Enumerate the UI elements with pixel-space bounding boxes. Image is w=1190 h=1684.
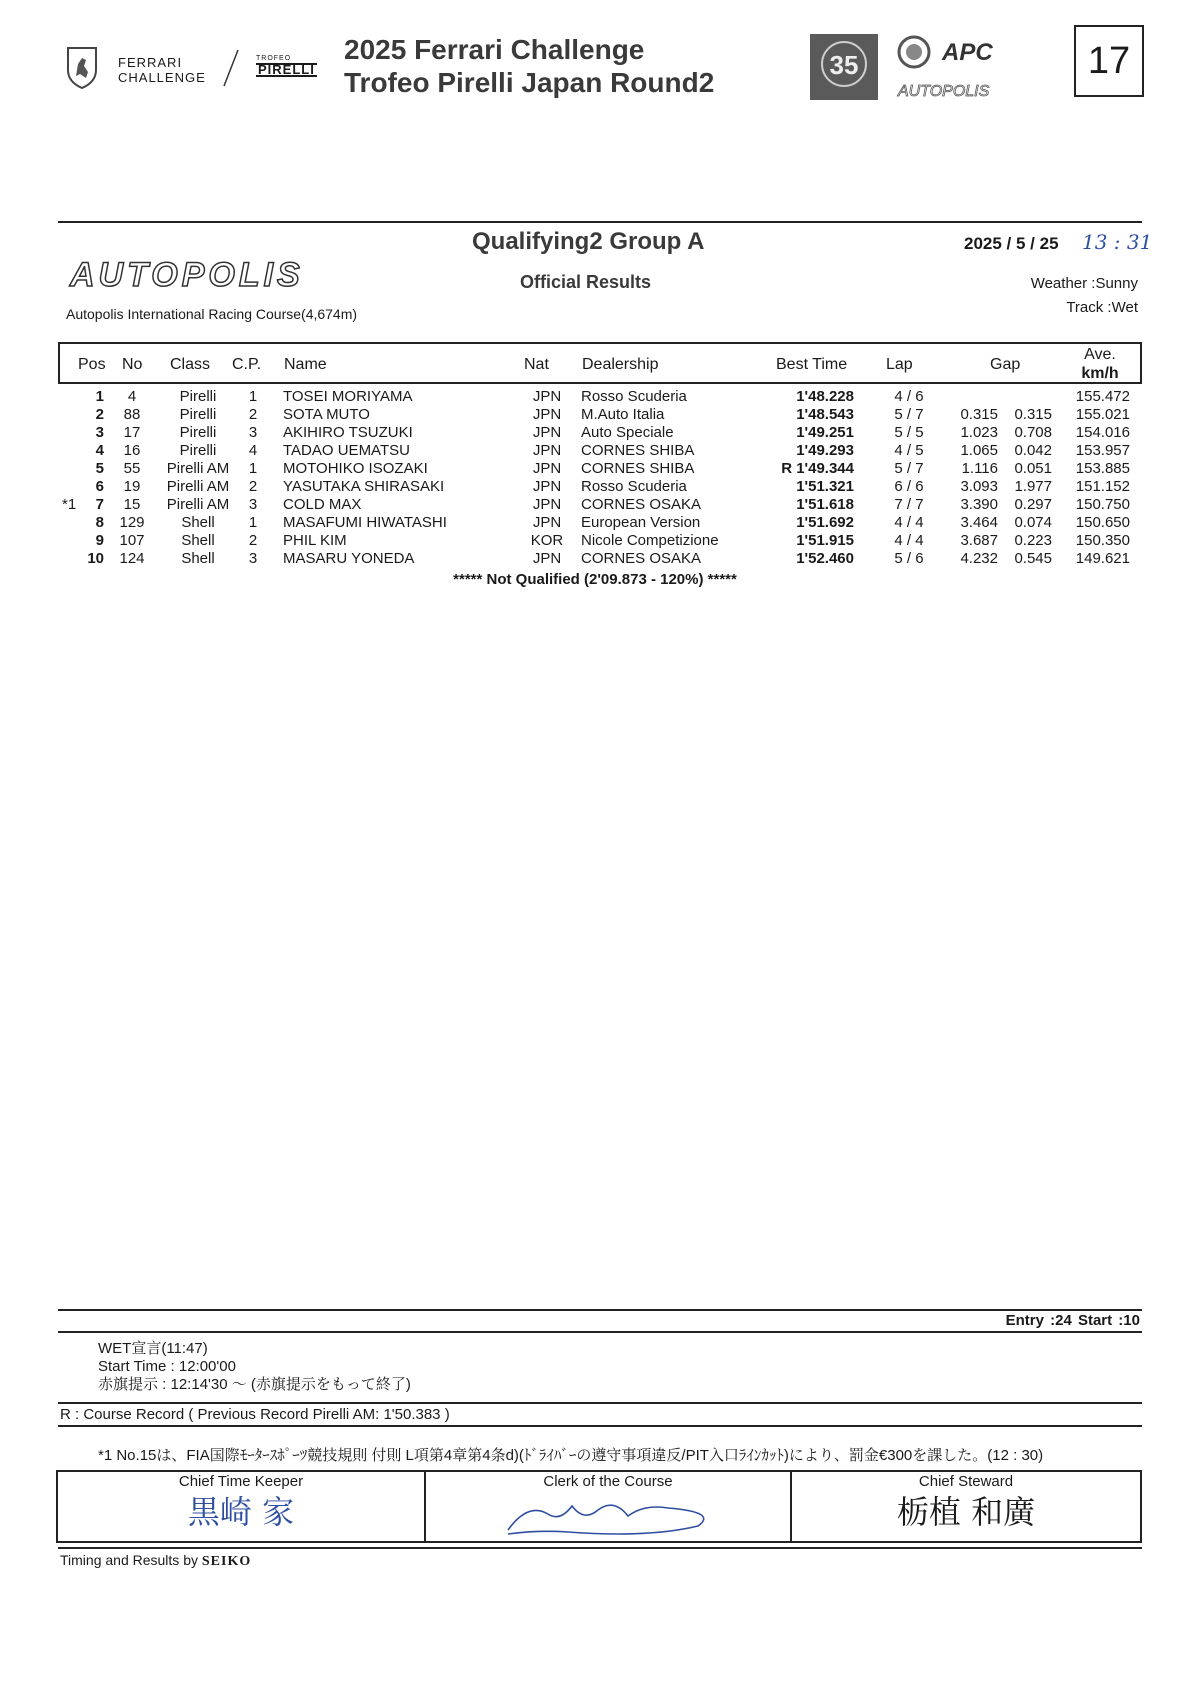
cell-cp: 1 [248,460,258,477]
header-best-time: Best Time [776,356,848,373]
cell-ave: 150.650 [1075,514,1130,531]
cell-cp: 1 [248,514,258,531]
cell-nat: JPN [532,406,562,423]
cell-nat: JPN [532,496,562,513]
header-dealership: Dealership [582,356,659,373]
cell-pos: 4 [95,442,104,459]
note-wet: WET宣言(11:47) [98,1340,208,1357]
header-ave-line1: Ave. [1084,346,1116,363]
footer-rule-bottom [58,1547,1142,1549]
brand-line2: CHALLENGE [118,70,206,85]
signature-time-keeper [58,1472,424,1541]
sig-label-time-keeper: Chief Time Keeper [178,1473,304,1490]
cell-pos: 6 [95,478,104,495]
cell-gap-prev: 0.223 [1014,532,1052,549]
entry-start-count: Entry :24 Start :10 [1005,1312,1140,1329]
cell-name: AKIHIRO TSUZUKI [283,424,413,441]
penalty-note: *1 No.15は、FIA国際ﾓｰﾀｰｽﾎﾟｰﾂ競技規則 付則 L項第4章第4条d)(ﾄﾞﾗｲﾊﾞｰの遵守事項違反/PIT入口ﾗｲﾝｶｯﾄ)により、罰金€300を課した。(12 : 30) [98,1447,1044,1464]
header-pos: Pos [78,356,106,373]
cell-lap: 4 / 5 [894,442,924,459]
cell-dealership: Rosso Scuderia [581,388,687,405]
event-title-line2: Trofeo Pirelli Japan Round2 [344,67,715,98]
header-cp: C.P. [232,356,262,373]
cell-gap-leader: 1.023 [960,424,998,441]
cell-nat: JPN [532,514,562,531]
cell-dealership: CORNES OSAKA [581,496,702,513]
cell-class: Shell [181,514,215,531]
header-ave [1060,345,1140,383]
badge-number: 35 [829,50,859,80]
cell-nat: JPN [532,550,562,567]
session-title: Qualifying2 Group A [472,228,705,255]
cell-gap-prev: 0.545 [1014,550,1052,567]
event-title [344,33,714,99]
cell-name: COLD MAX [283,496,362,513]
signature-steward [792,1472,1140,1541]
header-no: No [122,356,143,373]
cell-name: YASUTAKA SHIRASAKI [283,478,445,495]
cell-cp: 3 [248,496,258,513]
autopolis-small-logo [896,78,1012,107]
cell-dealership: Rosso Scuderia [581,478,687,495]
ferrari-challenge-wordmark [118,55,206,85]
cell-best-time: 1'49.293 [796,442,854,459]
pirelli-label: PIRELLI [258,62,315,77]
cell-pos: 9 [95,532,104,549]
top-rule [58,221,1142,223]
cell-pos: 2 [95,406,104,423]
cell-ave: 151.152 [1075,478,1130,495]
cell-gap-leader: 3.687 [960,532,998,549]
table-row [58,496,1142,514]
cell-dealership: European Version [581,514,701,531]
cell-lap: 7 / 7 [894,496,924,513]
cell-best-time: 1'51.692 [796,514,854,531]
timing-credit [60,1552,251,1570]
cell-gap-prev: 1.977 [1014,478,1052,495]
cell-lap: 5 / 7 [894,460,924,477]
sig-label-clerk: Clerk of the Course [543,1473,673,1490]
cell-gap-prev: 0.315 [1014,406,1052,423]
cell-ave: 153.957 [1075,442,1130,459]
cell-class: Shell [181,550,215,567]
table-row [58,388,1142,406]
cell-ave: 150.750 [1075,496,1130,513]
track-label: Track :Wet [1066,299,1138,316]
cell-class: Pirelli [179,388,217,405]
header-nat: Nat [524,356,549,373]
cell-best-time: 1'52.460 [796,550,854,567]
cell-nat: JPN [532,460,562,477]
cell-name: TADAO UEMATSU [283,442,410,459]
cell-no: 16 [123,442,141,459]
cell-no: 129 [119,514,145,531]
apc-logo [940,38,1014,73]
footer-rule-3 [58,1402,1142,1404]
cell-class: Pirelli [179,424,217,441]
results-table-body [58,388,1142,568]
signature-box [56,1470,1142,1543]
table-row [58,442,1142,460]
cell-dealership: CORNES OSAKA [581,550,702,567]
cell-pos: 3 [95,424,104,441]
page-number-box: 17 [1074,25,1144,97]
cell-pos: 5 [95,460,104,477]
cell-nat: JPN [532,424,562,441]
cell-lap: 6 / 6 [894,478,924,495]
seiko-brand: SEIKO [201,1554,252,1569]
cell-lap: 5 / 6 [894,550,924,567]
trofeo-pirelli-logo [256,55,317,77]
trofeo-label: TROFEO [256,55,292,62]
results-table-header [58,342,1142,384]
cell-pos: 1 [95,388,104,405]
cell-nat: KOR [530,532,564,549]
cell-name: SOTA MUTO [283,406,370,423]
cell-lap: 5 / 5 [894,424,924,441]
cell-nat: JPN [532,478,562,495]
cell-ave: 155.472 [1075,388,1130,405]
table-row [58,478,1142,496]
cell-best-time: 1'48.543 [796,406,854,423]
brand-line1: FERRARI [118,55,183,70]
cell-best-time: 1'51.321 [796,478,854,495]
cell-gap-prev: 0.297 [1014,496,1052,513]
cell-lap: 4 / 4 [894,514,924,531]
cell-no: 4 [127,388,137,405]
cell-ave: 154.016 [1075,424,1130,441]
cell-dealership: Nicole Competizione [581,532,719,549]
cell-pos: 7 [95,496,104,513]
cell-note: *1 [62,496,77,513]
cell-cp: 4 [248,442,258,459]
event-title-line1: 2025 Ferrari Challenge [344,34,645,65]
sig-hand-time-keeper: 黒崎 家 [187,1493,295,1531]
ferrari-shield-logo [64,44,100,95]
cell-best-time: R 1'49.344 [781,460,854,477]
slash-divider [220,48,240,93]
cell-no: 88 [123,406,141,423]
cell-no: 107 [119,532,145,549]
cell-gap-leader: 3.093 [960,478,998,495]
course-record-note: R : Course Record ( Previous Record Pirelli AM: 1'50.383 ) [60,1406,450,1423]
cell-class: Pirelli AM [166,460,230,477]
cell-no: 124 [119,550,145,567]
cell-cp: 2 [248,406,258,423]
header-ave-line2: km/h [1081,365,1119,382]
cell-ave: 153.885 [1075,460,1130,477]
header-lap: Lap [886,356,913,373]
clerk-signature-scribble [468,1492,748,1538]
header-class: Class [170,356,211,373]
cell-no: 55 [123,460,141,477]
cell-lap: 5 / 7 [894,406,924,423]
cell-lap: 4 / 4 [894,532,924,549]
header-name: Name [284,356,327,373]
cell-gap-prev: 0.708 [1014,424,1052,441]
cell-best-time: 1'51.915 [796,532,854,549]
cell-name: MASARU YONEDA [283,550,415,567]
sig-label-steward: Chief Steward [918,1473,1014,1490]
autopolis-small-text: AUTOPOLIS [898,83,990,100]
cell-ave: 150.350 [1075,532,1130,549]
handwritten-time: 13 : 31 [1082,230,1153,254]
cell-class: Pirelli [179,406,217,423]
cell-gap-leader: 3.390 [960,496,998,513]
cell-class: Shell [181,532,215,549]
apc-text: APC [942,39,993,66]
timing-prefix: Timing and Results by [60,1552,198,1568]
table-row [58,460,1142,478]
cell-dealership: CORNES SHIBA [581,460,695,477]
cell-lap: 4 / 6 [894,388,924,405]
cell-cp: 1 [248,388,258,405]
note-red-flag: 赤旗提示 : 12:14'30 〜 (赤旗提示をもって終了) [98,1376,411,1393]
cell-ave: 149.621 [1075,550,1130,567]
sig-hand-steward: 栃植 和廣 [896,1493,1036,1531]
cell-no: 19 [123,478,141,495]
session-subtitle: Official Results [520,272,652,292]
cell-class: Pirelli AM [166,496,230,513]
cell-gap-leader: 1.116 [961,460,998,477]
cell-name: PHIL KIM [283,532,347,549]
cell-best-time: 1'51.618 [796,496,854,513]
session-date: 2025 / 5 / 25 [964,234,1059,253]
sponsor-emblem-logo [896,34,932,75]
table-row [58,424,1142,442]
cell-cp: 2 [248,478,258,495]
cell-cp: 2 [248,532,258,549]
footer-rule-top [58,1309,1142,1311]
cell-gap-leader: 1.065 [960,442,998,459]
circuit-name: Autopolis International Racing Course(4,674m) [66,306,358,322]
table-row [58,550,1142,568]
cell-best-time: 1'48.228 [796,388,854,405]
cell-name: MOTOHIKO ISOZAKI [283,460,428,477]
race-notes [98,1340,411,1394]
cell-gap-prev: 0.074 [1014,514,1052,531]
cell-no: 15 [123,496,141,513]
cell-gap-prev: 0.051 [1014,460,1052,477]
anniversary-badge-logo [810,34,878,100]
footer-rule-2 [58,1331,1142,1333]
header-gap: Gap [990,356,1021,373]
not-qualified-line: ***** Not Qualified (2'09.873 - 120%) ***** [453,571,737,588]
cell-class: Pirelli [179,442,217,459]
cell-pos: 10 [87,550,104,567]
cell-cp: 3 [248,550,258,567]
cell-gap-leader: 0.315 [960,406,998,423]
cell-name: MASAFUMI HIWATASHI [283,514,447,531]
table-row [58,406,1142,424]
weather-label: Weather :Sunny [1030,275,1138,292]
cell-ave: 155.021 [1075,406,1130,423]
note-start-time: Start Time : 12:00'00 [98,1358,236,1375]
cell-pos: 8 [95,514,104,531]
cell-name: TOSEI MORIYAMA [283,388,413,405]
table-row [58,514,1142,532]
cell-dealership: M.Auto Italia [581,406,665,423]
cell-nat: JPN [532,388,562,405]
autopolis-logo-text: AUTOPOLIS [70,256,304,294]
footer-rule-4 [58,1425,1142,1427]
autopolis-circuit-logo [66,256,330,303]
cell-dealership: Auto Speciale [581,424,674,441]
cell-gap-leader: 3.464 [960,514,998,531]
cell-best-time: 1'49.251 [796,424,854,441]
signature-clerk [426,1472,790,1541]
cell-gap-leader: 4.232 [960,550,998,567]
cell-class: Pirelli AM [166,478,230,495]
cell-nat: JPN [532,442,562,459]
table-row [58,532,1142,550]
cell-dealership: CORNES SHIBA [581,442,695,459]
cell-cp: 3 [248,424,258,441]
cell-gap-prev: 0.042 [1014,442,1052,459]
cell-no: 17 [123,424,141,441]
